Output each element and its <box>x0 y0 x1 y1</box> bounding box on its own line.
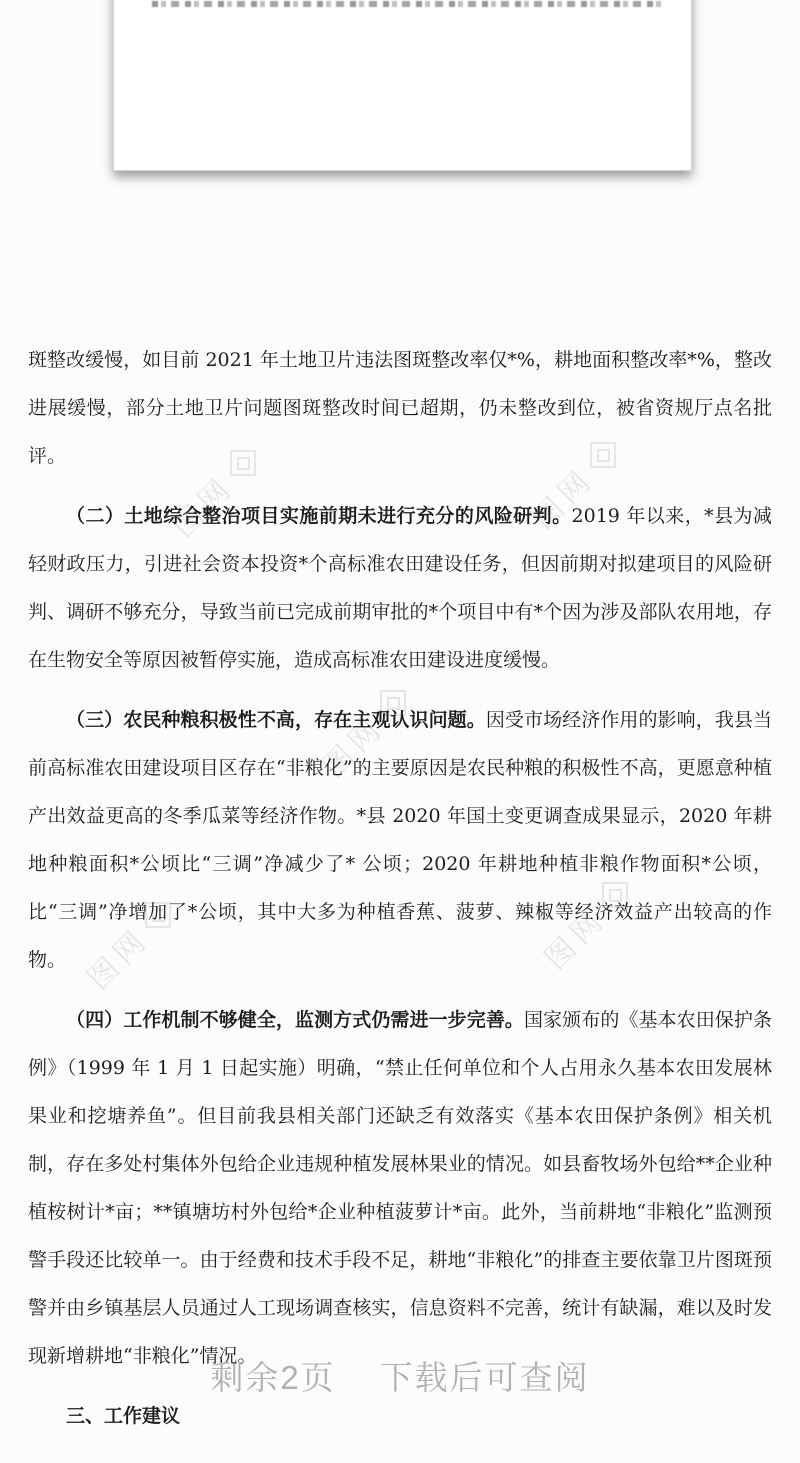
watermark-text: 图网 <box>316 710 391 785</box>
watermark-text: 图网 <box>81 922 156 997</box>
paragraph-lead: （四）工作机制不够健全，监测方式仍需进一步完善。 <box>66 1009 524 1031</box>
document-page <box>28 336 772 1440</box>
paragraph <box>28 696 772 984</box>
paragraph-lead: （二）土地综合整治项目实施前期未进行充分的风险研判。 <box>66 505 572 527</box>
paragraph <box>28 996 772 1380</box>
watermark-text: 图网 <box>538 902 613 977</box>
download-hint-text: 下载后可查阅 <box>379 1359 590 1396</box>
paragraph-text: 因受市场经济作用的影响，我县当前高标准农田建设项目区存在“非粮化”的主要原因是农民种粮的积极性不高，更愿意种植产出效益更高的冬季瓜菜等经济作物。*县 2020 年国土变更调查成果显示，2020 年耕地种粮面积*公顷比“三调”净减少了* 公顷；2020 年耕地种植非粮作物面积*公顷，比“三调”净增加了*公顷，其中大多为种植香蕉、菠萝、辣椒等经济效益产出较高的作物。 <box>28 709 772 971</box>
remaining-pages-count: 剩余2页 <box>210 1359 336 1396</box>
paragraph-text: 斑整改缓慢，如目前 2021 年土地卫片违法图斑整改率仅*%，耕地面积整改率*%，整改进展缓慢，部分土地卫片问题图斑整改时间已超期，仍未整改到位，被省资规厅点名批评。 <box>28 349 772 467</box>
section-heading: 三、工作建议 <box>66 1405 181 1427</box>
clipped-text-line <box>152 1 665 7</box>
paragraph-text: 2019 年以来，*县为减轻财政压力，引进社会资本投资*个高标准农田建设任务，但因前期对拟建项目的风险研判、调研不够充分，导致当前已完成前期审批的*个项目中有*个因为涉及部队农用地，存在生物安全等原因被暂停实施，造成高标准农田建设进度缓慢。 <box>28 505 772 671</box>
paragraph <box>28 492 772 684</box>
previous-page-preview <box>113 0 692 171</box>
remaining-pages-notice <box>0 1352 800 1399</box>
paragraph-text: 国家颁布的《基本农田保护条例》（1999 年 1 月 1 日起实施）明确，“禁止任何单位和个人占用永久基本农田发展林果业和挖塘养鱼”。但目前我县相关部门还缺乏有效落实《基本农田保护条例》相关机制，存在多处村集体外包给企业违规种植发展林果业的情况。如县畜牧场外包给**企业种植桉树计*亩；**镇塘坊村外包给*企业种植菠萝计*亩。此外，当前耕地“非粮化”监测预警手段还比较单一。由于经费和技术手段不足，耕地“非粮化”的排查主要依靠卫片图斑预警并由乡镇基层人员通过人工现场调查核实，信息资料不完善，统计有缺漏，难以及时发现新增耕地“非粮化”情况。 <box>28 1009 772 1367</box>
paragraph <box>28 336 772 480</box>
watermark-text: 图网 <box>166 470 241 545</box>
watermark-text: 图网 <box>526 462 601 537</box>
paragraph-lead: （三）农民种粮积极性不高，存在主观认识问题。 <box>66 709 486 731</box>
